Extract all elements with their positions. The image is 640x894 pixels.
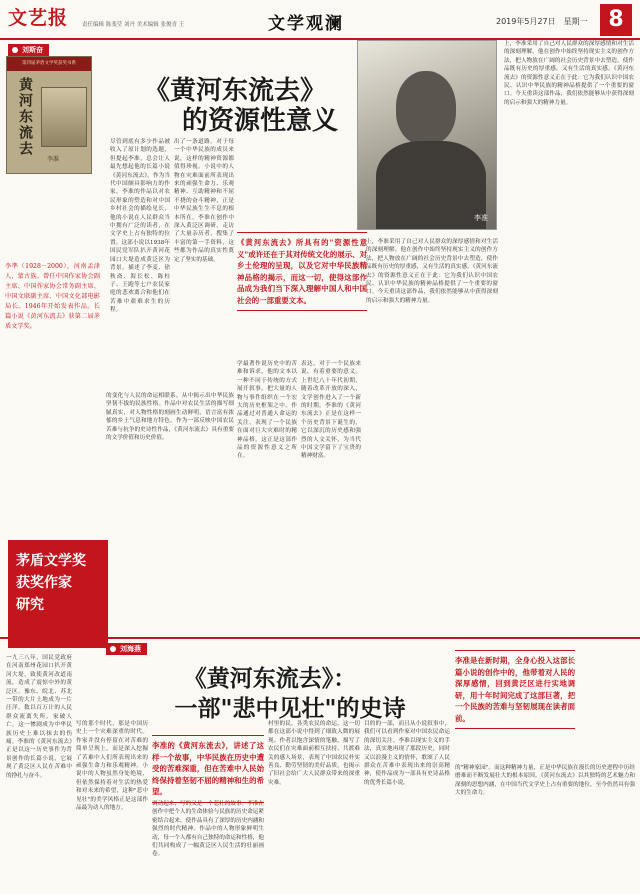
award-column-badge	[8, 540, 108, 648]
article2-headline-line2: 一部"悲中见壮"的史诗	[174, 695, 406, 722]
article1-column-1: 尽管到底有多少作品被收入了原计划的选题，但提起李准，总会让人最先想起他的长篇小说《黄河东流去》。作为当代中国颇具影响力的作家，李准的作品以对农民形象的塑造和对中国乡村社会的描绘见长，他的小说在人民群众当中拥有广泛的读者，在文学史上占有独特的位置。这部小说以1938年国民党军队扒开黄河花园口大堤造成黄泛区为背景，描述了李麦、徐秋斋、海长松、陈柱子、王跑等七户农民家庭的悲欢离合和他们在苦难中艰难求生的历程。	[110, 139, 170, 314]
section-title: 文学观澜	[268, 14, 344, 34]
pull-quote-2: 李准的《黄河东流去》，讲述了这样一个故事，中华民族在历史中遭受的苦难深重，但在苦难中人民始终保持着坚韧不屈的精神和生的希望。	[152, 735, 264, 803]
article1-headline-line2: 的资源性意义	[181, 106, 338, 136]
page-number: 8	[600, 4, 632, 36]
cover-title: 黄河东流去	[17, 77, 33, 157]
editor-credits: 责任编辑 陈斐莹 刘丹 美术编辑 张俊青 王	[82, 22, 185, 28]
article2-column-4: 村里的民，各类农民的命运，这一切都在这部小说中得到了细致入微的展现。作者以饱含深情的笔触，描写了农民们在灾难面前相互扶持、共渡难关的感人场景，表现了中国农民朴实善良、勤劳坚韧的美好品质，也揭示了旧社会给广大人民群众带来的深重灾难。	[268, 721, 360, 786]
pull-quote-3: 李准是在新时期，全身心投入这部长篇小说的创作中的，他带着对人民的深厚感情，回到黄泛区进行实地调研，用十年时间完成了这部巨著，把一个民族的苦难与坚韧展现在读者面前。	[455, 650, 575, 729]
book-cover-image	[6, 56, 92, 174]
photo-body	[376, 141, 486, 229]
article2-column-3: 调动起来，写的又是一个悲壮的故事。李准在创作中把个人的生命体验与民族的历史命运紧密结合起来，使作品具有了深厚的历史内涵和强烈的时代精神。作品中的人物形象鲜明生动，每一个人都有自己独特的命运和性格，他们共同构成了一幅黄泛区人民生活的壮丽画卷。	[152, 801, 264, 858]
cover-author: 李准	[47, 156, 60, 163]
article1-column-7: 上，李准采用了自己对人民群众的深厚感情和对生活的深刻理解。他在创作中始终坚持现实主义的创作方法，把人物放在广阔的社会历史背景中去塑造，使作品既有历史的厚重感，又有生活的真实感。《黄河东流去》的资源性意义正在于此：它为我们认识中国农民、认识中华民族的精神品格提供了一个重要的窗口。今天重读这部作品，我们依然能够从中获得深刻的启示和强大的精神力量。	[366, 239, 498, 304]
badge-line-3: 研究	[16, 597, 44, 613]
article1-column-3: 的变化与人民的命运相联系，从中揭示出中华民族坚韧不拔的民族性格。作品中对农民生活的描写细腻真实，对人物性格的刻画生动鲜明，语言富有浓郁的乡土气息和地方特色。作为一部反映中国农民苦难与抗争的史诗性作品，《黄河东流去》具有重要的文学价值和历史价值。	[106, 393, 234, 442]
author-tag-bottom: 刘海燕	[106, 643, 147, 655]
section-divider	[0, 637, 640, 639]
photo-face	[396, 71, 456, 145]
photo-caption: 李准	[474, 214, 488, 222]
cover-band: 第四届茅盾文学奖获奖书系	[7, 57, 91, 71]
pull-quote-1: 《黄河东流去》所具有的"资源性意义"或许还在于其对传统文化的展示、对乡土伦理的呈现，以及它对中华民族精神品格的揭示，而这一切，使得这部作品成为我们当下深入理解中国人和中国社会的一部重要文本。	[237, 232, 367, 311]
masthead	[0, 0, 640, 40]
badge-line-2: 获奖作家	[16, 575, 72, 591]
article2-column-6: 的"精神家园"。而这种精神力量，正是中华民族在漫长的历史进程中历经磨难而不断发展壮大的根本原因。《黄河东流去》以其独特的艺术魅力和深刻的思想内涵，在中国当代文学史上占有重要的地位，至今仍然具有强大的生命力。	[455, 765, 635, 797]
issue-date: 2019年5月27日 星期一	[496, 17, 588, 26]
author-photo	[357, 40, 497, 230]
article1-column-2: 出了一条道路。对于每一个中华民族的成员来说，这样的精神资源都值得珍视。小说中的人物在灾难面前所表现出来的顽强生命力、乐观精神、互助精神和不屈不挠的奋斗精神，正是中华民族生生不息的根本所在。李准在创作中深入黄泛区调研，走访了大量亲历者，搜集了丰富的第一手资料，这些都为作品的真实性奠定了坚实的基础。	[174, 139, 234, 263]
article2-column-2: 写的那个时代，那是中国历史上一个灾难深重的时代。作家并没有停留在对苦难的简单呈现上，而是深入挖掘了苦难中人们所表现出来的顽强生命力和乐观精神。小说中的人物虽然身处绝境，但依然保持着对生活的热爱和对未来的希望，这种"悲中见壮"的美学风格正是这部作品最为动人的地方。	[76, 721, 148, 812]
cover-illustration	[41, 87, 87, 147]
newspaper-logo: 文艺报	[8, 7, 69, 29]
badge-line-1: 茅盾文学奖	[16, 553, 86, 569]
article2-column-1: 一九三八年，国民党政府在河南郑州花园口扒开黄河大堤，致使黄河改道南流，造成了震惊中外的黄泛区。豫东、皖北、苏北一带的大片土地成为一片汪洋，数以百万计的人民群众流离失所，家破人亡。这一惨剧成为中华民族历史上难以抹去的伤痛。李准的《黄河东流去》正是以这一历史事件为背景创作的长篇小说，它展现了黄泛区人民在苦难中的挣扎与奋斗。	[6, 655, 72, 779]
article1-column-6: 上，李准采用了自己对人民群众的深厚感情和对生活的深刻理解。他在创作中始终坚持现实主义的创作方法，把人物放在广阔的社会历史背景中去塑造，使作品既有历史的厚重感，又有生活的真实感。《黄河东流去》的资源性意义正在于此：它为我们认识中国农民、认识中华民族的精神品格提供了一个重要的窗口。今天重读这部作品，我们依然能够从中获得深刻的启示和强大的精神力量。	[504, 41, 634, 106]
article1-headline-line1: 《黄河东流去》	[143, 76, 326, 106]
article2-headline-line1: 《黄河东流去》：	[183, 665, 357, 692]
article2-column-5: 目的的一部，而且从小说叙事中，我们可以看到作家对中国农民命运的深切关注。李准以现实主义的手法，真实地再现了那段历史，同时又以浪漫主义的情怀，歌颂了人民群众在苦难中表现出来的崇高精神，使作品成为一部具有史诗品格的优秀长篇小说。	[364, 721, 450, 786]
article1-column-4: 学最著作说历史中的苦难和诉求，他的文本以一种不同于传统的方式展开叙事，把大量的人物与事件组织在一个宏大的历史框架之中。作品通过对普通人命运的关注，表现了一个民族在面对巨大灾难时的精神品格。这正是这部作品的资源性意义之所在。	[237, 361, 297, 460]
article1-column-5: 表达，对于一个民族来说，有着重要的意义。上世纪八十年代初期，随着改革开放的深入，文学创作进入了一个新的时期。李准的《黄河东流去》正是在这样一个历史背景下诞生的，它以深沉的历史感和强烈的人文关怀，为当代中国文学留下了宝贵的精神财富。	[301, 361, 361, 460]
author-bio: 李準（1928－2000），河南孟津人，蒙古族。曾任中国作家协会副主席、中国作家协会常务副主席、中国文联副主席、中国文化部电影局长。1946年开始发表作品。长篇小说《黄河东流去》获第二届茅盾文学奖。	[5, 263, 100, 330]
author-tag-top: 刘斯奋	[8, 44, 49, 56]
